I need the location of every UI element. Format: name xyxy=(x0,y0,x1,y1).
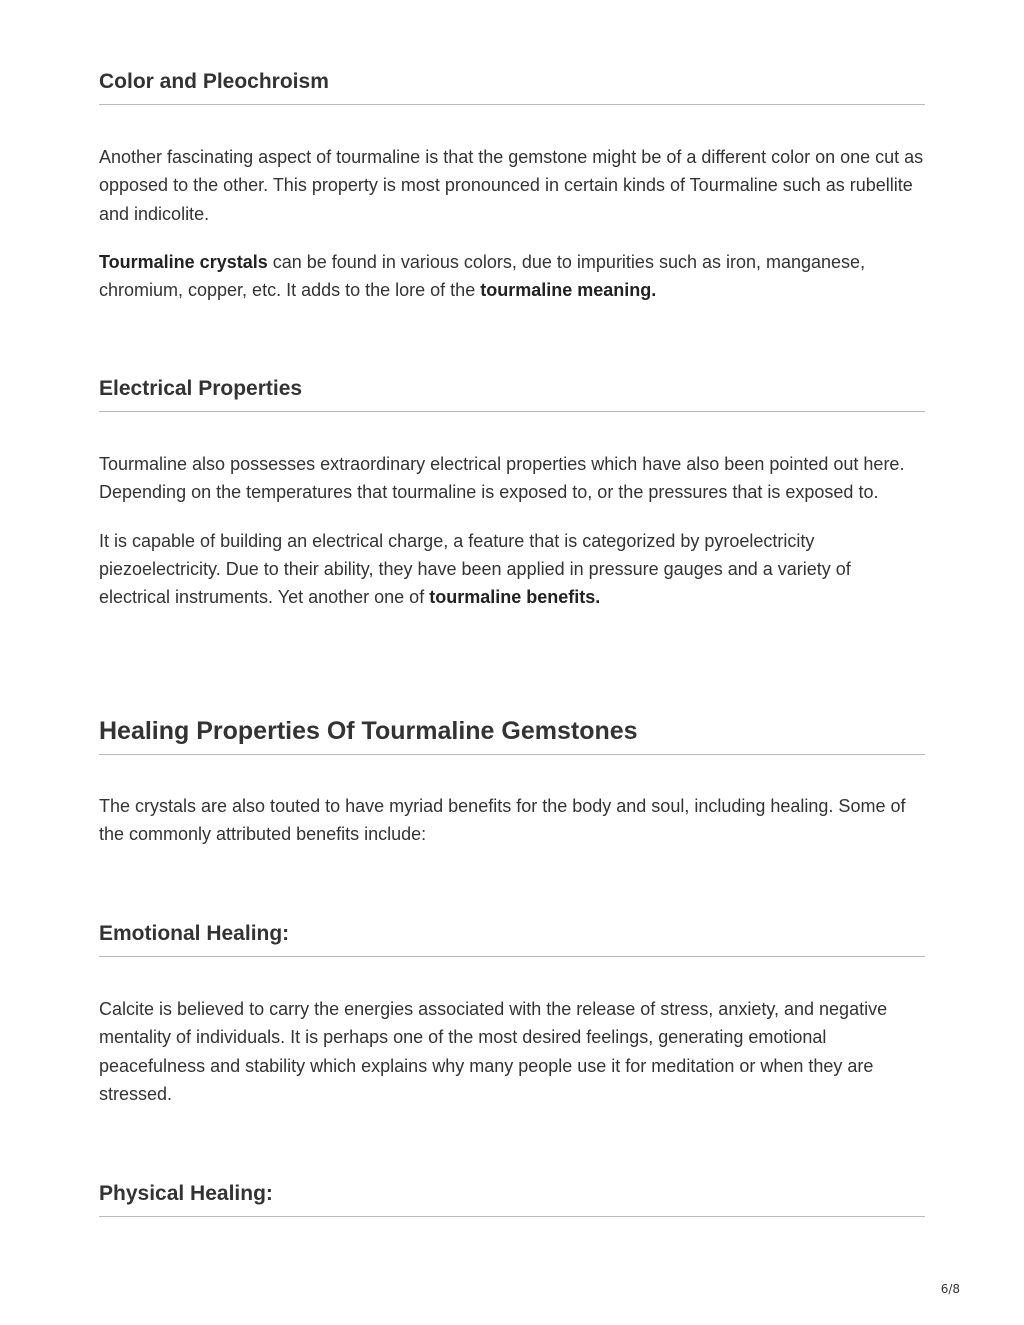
section-heading: Color and Pleochroism xyxy=(99,70,925,105)
bold-text: Tourmaline crystals xyxy=(99,251,268,272)
paragraph xyxy=(99,527,925,612)
section-electrical-properties xyxy=(99,377,925,412)
paragraph xyxy=(99,248,925,305)
section-body xyxy=(99,792,925,849)
bold-text: tourmaline meaning. xyxy=(480,280,657,301)
section-body xyxy=(99,995,925,1108)
section-physical-healing xyxy=(99,1182,925,1217)
section-healing-properties xyxy=(99,716,925,755)
section-heading: Emotional Healing: xyxy=(99,922,925,957)
section-body xyxy=(99,143,925,304)
paragraph: Calcite is believed to carry the energies associated with the release of stress, anxiety, and negative mentality of individuals. It is perhaps one of the most desired feelings, generating emotional peacefulness and stability which explains why many people use it for meditation or when they are stressed. xyxy=(99,999,888,1104)
section-body xyxy=(99,450,925,611)
section-emotional-healing xyxy=(99,922,925,957)
paragraph: Another fascinating aspect of tourmaline is that the gemstone might be of a different color on one cut as opposed to the other. This property is most pronounced in certain kinds of Tourmaline such as rubellite and indicolite. xyxy=(99,147,924,224)
paragraph: The crystals are also touted to have myriad benefits for the body and soul, including healing. Some of the commonly attributed benefits include: xyxy=(99,796,906,845)
section-heading: Physical Healing: xyxy=(99,1182,925,1217)
bold-text: tourmaline benefits. xyxy=(429,587,601,608)
paragraph-text: It is capable of building an electrical charge, a feature that is categorized by pyroelectricity piezoelectricity. Due to their ability, they have been applied in pressure gauges and a variety of electrical instruments. Yet another one of xyxy=(99,530,851,608)
paragraph-text: can be found in various colors, due to impurities such as iron, manganese, chromium, copper, etc. It adds to the lore of the xyxy=(99,251,866,301)
section-heading: Healing Properties Of Tourmaline Gemstones xyxy=(99,716,925,755)
section-heading: Electrical Properties xyxy=(99,377,925,412)
section-color-pleochroism xyxy=(99,70,925,105)
paragraph: Tourmaline also possesses extraordinary electrical properties which have also been pointed out here. Depending on the temperatures that tourmaline is exposed to, or the pressures that is exposed to. xyxy=(99,454,905,503)
page-number: 6/8 xyxy=(940,1282,960,1296)
